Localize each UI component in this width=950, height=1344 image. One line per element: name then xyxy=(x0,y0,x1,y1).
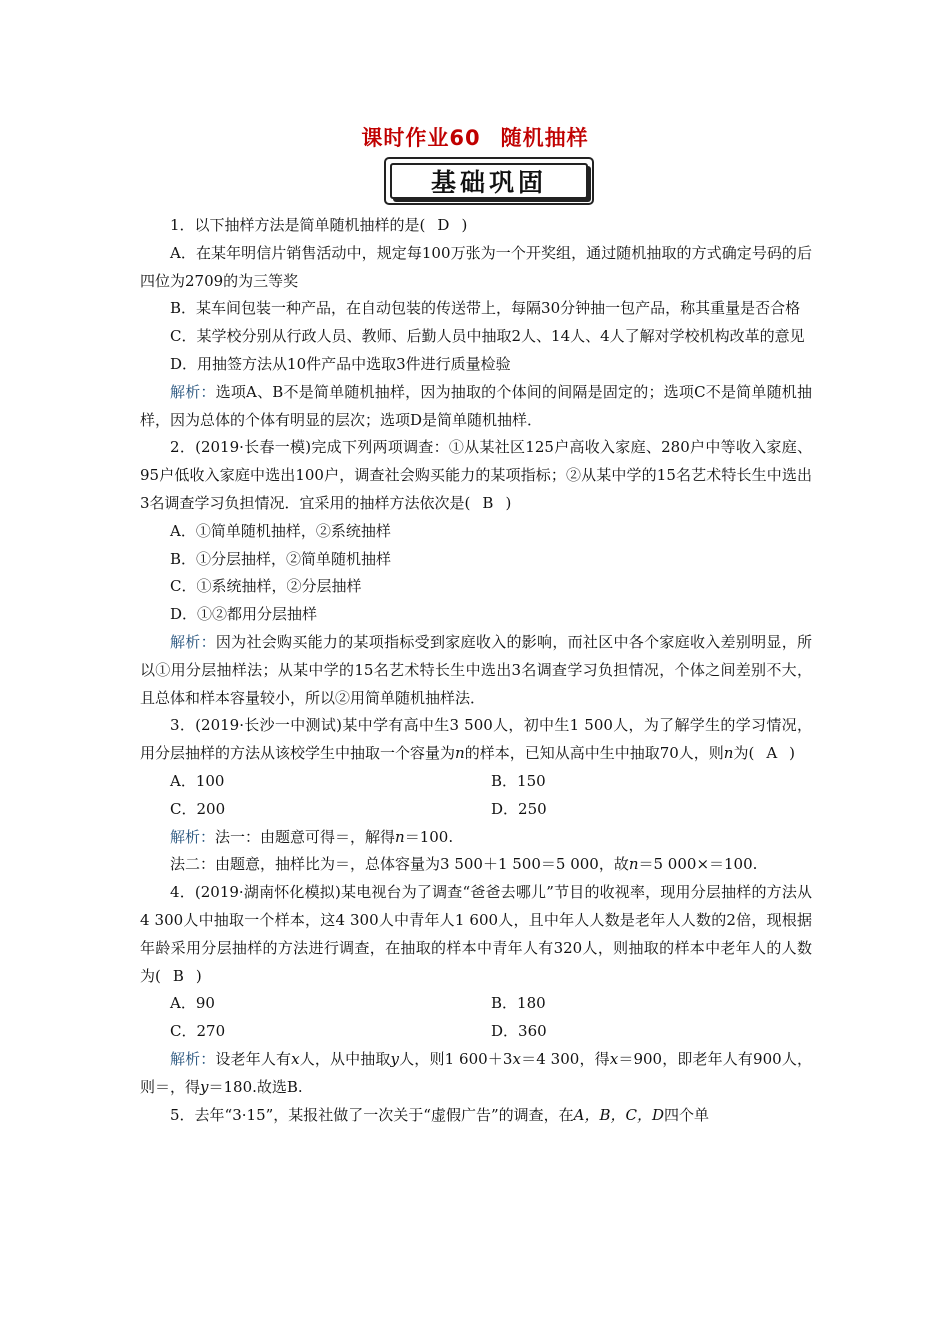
q3-stem: 3．(2019·长沙一中测试)某中学有高中生3 500人，初中生1 500人，为了解学生的学习情况，用分层抽样的方法从该校学生中抽取一个容量为n的样本，已知从高中生中抽取70人，则n为( A ) xyxy=(140,716,812,763)
title-left: 课时作业60 xyxy=(361,126,481,150)
q1-solution-label: 解析： xyxy=(170,382,216,401)
q4-option-a: A．90 xyxy=(170,994,215,1013)
q1-option-d: D．用抽签方法从10件产品中选取3件进行质量检验 xyxy=(170,354,511,373)
q3-option-b: B．150 xyxy=(491,771,546,790)
q4-option-d: D．360 xyxy=(491,1022,547,1041)
q4-option-c: C．270 xyxy=(170,1022,226,1041)
q1-solution: 解析：选项A、B不是简单随机抽样，因为抽取的个体间的间隔是固定的；选项C不是简单随机抽样，因为总体的个体有明显的层次；选项D是简单随机抽样． xyxy=(140,382,812,429)
q1-option-a: A．在某年明信片销售活动中，规定每100万张为一个开奖组，通过随机抽取的方式确定号码的后四位为2709的为三等奖 xyxy=(140,243,812,290)
q2-solution-label: 解析： xyxy=(170,632,216,651)
q4-option-b: B．180 xyxy=(491,994,546,1013)
q5-stem: 5．去年“3·15”，某报社做了一次关于“虚假广告”的调查，在A，B，C，D四个单 xyxy=(170,1105,709,1124)
q3-option-d: D．250 xyxy=(491,799,547,818)
q1-stem: 1．以下抽样方法是简单随机抽样的是( D ) xyxy=(170,216,468,234)
q1-option-b: B．某车间包装一种产品，在自动包装的传送带上，每隔30分钟抽一包产品，称其重量是否合格 xyxy=(170,299,801,318)
q4-answer: B xyxy=(172,966,184,985)
q3-option-c: C．200 xyxy=(170,799,226,818)
q2-stem: 2．(2019·长春一模)完成下列两项调查：①从某社区125户高收入家庭、280户中等收入家庭、95户低收入家庭中选出100户，调查社会购买能力的某项指标；②从某中学的15名艺术特长生中选出3名调查学习负担情况．宜采用的抽样方法依次是( B ) xyxy=(140,438,812,512)
q2-option-a: A．①简单随机抽样，②系统抽样 xyxy=(170,521,391,540)
q3-options-row-1 xyxy=(140,768,812,796)
section-badge xyxy=(384,157,594,205)
q4-stem: 4．(2019·湖南怀化模拟)某电视台为了调查“爸爸去哪儿”节目的收视率，现用分层抽样的方法从4 300人中抽取一个样本，这4 300人中青年人1 600人，且中年人人数是老年人人数的2倍，现根据年龄采用分层抽样的方法进行调查，在抽取的样本中青年人有320人，则抽取的样本中老年人的人数为( B ) xyxy=(140,883,812,985)
q2-solution: 解析：因为社会购买能力的某项指标受到家庭收入的影响，而社区中各个家庭收入差别明显，所以①用分层抽样法；从某中学的15名艺术特长生中选出3名调查学习负担情况，个体之间差别不大，且总体和样本容量较小，所以②用简单随机抽样法． xyxy=(140,632,812,707)
q1-answer: D xyxy=(437,216,450,234)
q2-answer: B xyxy=(482,493,494,512)
document-body xyxy=(140,212,812,1129)
q4-solution: 解析：设老年人有x人，从中抽取y人，则1 600＋3x＝4 300，得x＝900，即老年人有900人，则＝，得y＝180.故选B. xyxy=(140,1049,812,1096)
q3-option-a: A．100 xyxy=(170,771,225,790)
q4-options-row-2 xyxy=(140,1018,812,1046)
q2-option-c: C．①系统抽样，②分层抽样 xyxy=(170,577,362,596)
q4-options-row-1 xyxy=(140,990,812,1018)
q2-option-d: D．①②都用分层抽样 xyxy=(170,605,318,624)
q2-option-b: B．①分层抽样，②简单随机抽样 xyxy=(170,549,392,568)
page-title xyxy=(0,122,950,152)
q3-answer: A xyxy=(766,744,778,763)
q3-solution-label: 解析： xyxy=(170,827,216,846)
q4-solution-label: 解析： xyxy=(170,1049,216,1068)
q1-option-c: C．某学校分别从行政人员、教师、后勤人员中抽取2人、14人、4人了解对学校机构改革的意见 xyxy=(170,327,805,346)
q3-solution-1: 解析：法一：由题意可得＝，解得n＝100. xyxy=(170,827,454,846)
q3-solution-2: 法二：由题意，抽样比为＝，总体容量为3 500＋1 500＝5 000，故n＝5 000×＝100. xyxy=(170,855,758,874)
section-label: 基础巩固 xyxy=(390,163,588,199)
title-right: 随机抽样 xyxy=(500,126,589,150)
q3-options-row-2 xyxy=(140,796,812,824)
